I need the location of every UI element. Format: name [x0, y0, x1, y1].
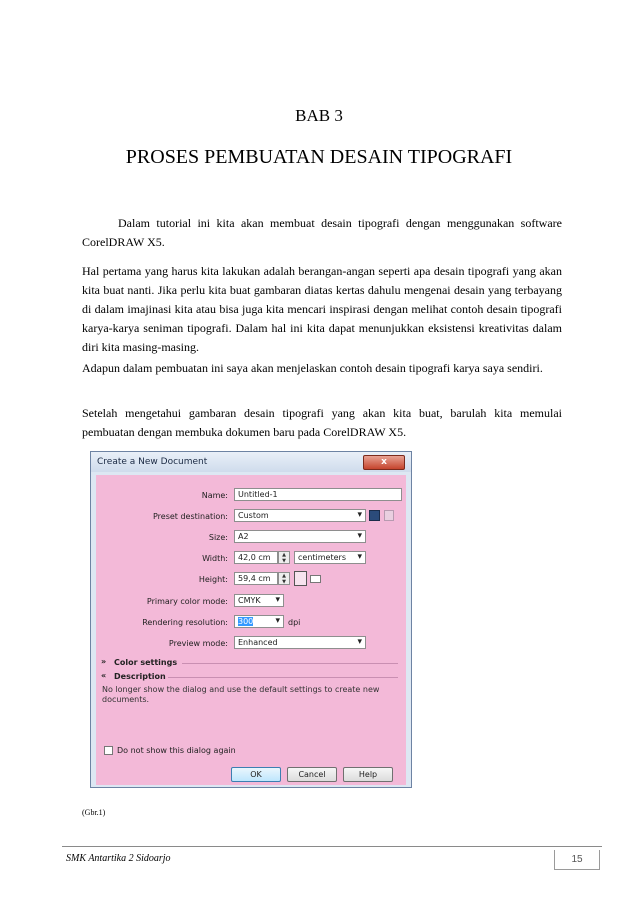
- color-settings-header[interactable]: Color settings: [114, 658, 178, 667]
- preview-dropdown[interactable]: Enhanced ▾: [234, 636, 366, 649]
- resolution-unit: dpi: [288, 618, 301, 627]
- color-mode-dropdown[interactable]: CMYK ▾: [234, 594, 284, 607]
- close-button[interactable]: x: [363, 455, 405, 470]
- portrait-icon[interactable]: [294, 571, 307, 586]
- name-input[interactable]: Untitled-1: [234, 488, 402, 501]
- cancel-button[interactable]: Cancel: [287, 767, 337, 782]
- new-document-dialog-screenshot: [90, 451, 412, 788]
- dialog-panel: [96, 475, 406, 785]
- dont-show-label: Do not show this dialog again: [117, 746, 236, 755]
- paragraph: Setelah mengetahui gambaran desain tipografi yang akan kita buat, barulah kita memulai pembuatan dengan membuka dokumen baru pada CorelDRAW X5.: [82, 406, 562, 439]
- paragraph: Hal pertama yang harus kita lakukan adalah berangan-angan seperti apa desain tipografi yang akan kita buat nanti. Jika perlu kita buat gambaran diatas kertas dahulu mengenai desain yang terbayang di dalam imajinasi kita atau bisa juga kita mencari inspirasi dengan melihat contoh desain tipografi karya-karya seniman tipografi. Dalam hal ini kita dapat menunjukkan eksistensi kreativitas dalam diri kita masing-masing.: [82, 264, 562, 354]
- ok-button[interactable]: OK: [231, 767, 281, 782]
- divider: [182, 663, 398, 664]
- description-header[interactable]: Description: [114, 672, 166, 681]
- dialog-titlebar: [91, 452, 411, 472]
- divider: [168, 677, 398, 678]
- paragraph: Dalam tutorial ini kita akan membuat desain tipografi dengan menggunakan software CorelDRAW X5.: [82, 216, 562, 249]
- units-dropdown[interactable]: centimeters ▾: [294, 551, 366, 564]
- preset-dropdown[interactable]: Custom ▾: [234, 509, 366, 522]
- dialog-title: Create a New Document: [97, 457, 208, 467]
- size-label: Size:: [208, 533, 228, 542]
- paragraph: Adapun dalam pembuatan ini saya akan menjelaskan contoh desain tipografi karya saya sendiri.: [82, 361, 543, 375]
- footer-school: SMK Antartika 2 Sidoarjo: [66, 853, 171, 864]
- width-label: Width:: [202, 554, 228, 563]
- help-button[interactable]: Help: [343, 767, 393, 782]
- resolution-value: 300: [238, 617, 254, 626]
- collapse-chevron-icon[interactable]: «: [101, 671, 107, 680]
- chapter-heading: BAB 3: [295, 106, 343, 125]
- expand-chevron-icon[interactable]: »: [101, 657, 107, 666]
- page-number: 15: [554, 850, 600, 870]
- size-dropdown[interactable]: A2 ▾: [234, 530, 366, 543]
- width-spinner[interactable]: ▲ ▼: [278, 551, 290, 564]
- footer-divider: [62, 846, 602, 847]
- dont-show-checkbox[interactable]: [104, 746, 113, 755]
- color-mode-label: Primary color mode:: [146, 597, 228, 606]
- height-spinner[interactable]: ▲ ▼: [278, 572, 290, 585]
- resolution-dropdown[interactable]: [234, 615, 284, 628]
- landscape-icon[interactable]: [310, 575, 321, 583]
- height-label: Height:: [198, 575, 228, 584]
- height-input[interactable]: 59,4 cm: [234, 572, 278, 585]
- resolution-label: Rendering resolution:: [142, 618, 228, 627]
- figure-caption: (Gbr.1): [82, 808, 106, 817]
- chapter-title: PROSES PEMBUATAN DESAIN TIPOGRAFI: [125, 146, 513, 168]
- delete-preset-icon[interactable]: [384, 510, 394, 521]
- preview-label: Preview mode:: [168, 639, 228, 648]
- preset-label: Preset destination:: [152, 512, 228, 521]
- name-label: Name:: [201, 491, 228, 500]
- description-text: No longer show the dialog and use the default settings to create new documents.: [102, 685, 380, 704]
- width-input[interactable]: 42,0 cm: [234, 551, 278, 564]
- save-preset-icon[interactable]: [369, 510, 380, 521]
